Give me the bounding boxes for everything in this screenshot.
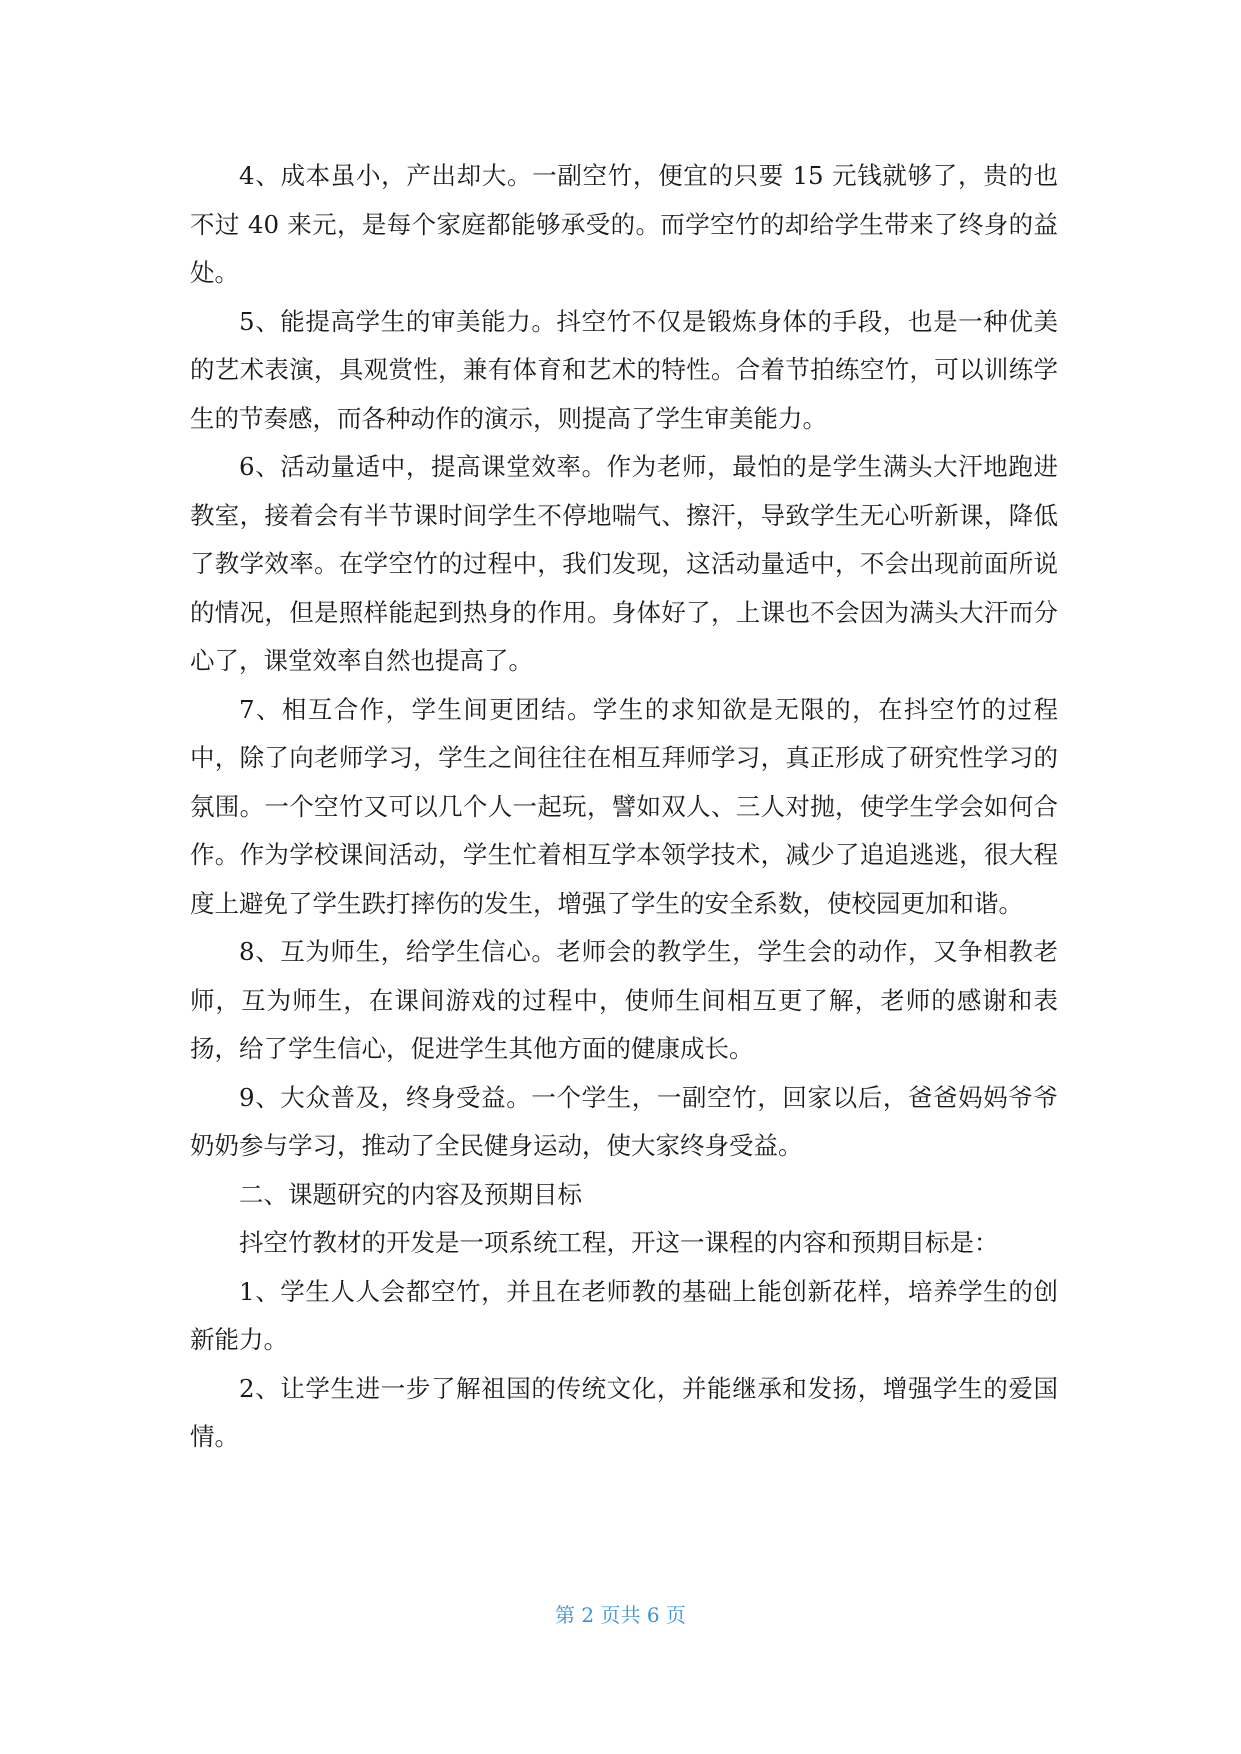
page-number-footer: 第 2 页共 6 页	[555, 1603, 686, 1627]
section-heading-research-content: 二、课题研究的内容及预期目标	[239, 1179, 582, 1209]
paragraph-7-cooperation: 7、相互合作，学生间更团结。学生的求知欲是无限的，在抖空竹的过程中，除了向老师学习，学生之间往往在相互拜师学习，真正形成了研究性学习的氛围。一个空竹又可以几个人一起玩，譬如双人、三人对抛，使学生学会如何合作。作为学校课间活动，学生忙着相互学本领学技术，减少了追追逃逃，很大程度上避免了学生跌打摔伤的发生，增强了学生的安全系数，使校园更加和谐。	[190, 694, 1058, 918]
paragraph-8-mutual-teaching: 8、互为师生，给学生信心。老师会的教学生，学生会的动作，又争相教老师，互为师生，在课间游戏的过程中，使师生间相互更了解，老师的感谢和表扬，给了学生信心，促进学生其他方面的健康成长。	[190, 937, 1058, 1063]
paragraph-4-cost: 4、成本虽小，产出却大。一副空竹，便宜的只要 15 元钱就够了，贵的也不过 40 来元，是每个家庭都能够承受的。而学空竹的却给学生带来了终身的益处。	[190, 161, 1058, 287]
paragraph-goal-1: 1、学生人人会都空竹，并且在老师教的基础上能创新花样，培养学生的创新能力。	[190, 1276, 1058, 1354]
document-body	[190, 152, 1058, 1462]
paragraph-goal-2: 2、让学生进一步了解祖国的传统文化，并能继承和发扬，增强学生的爱国情。	[190, 1373, 1058, 1451]
paragraph-intro-goals: 抖空竹教材的开发是一项系统工程，开这一课程的内容和预期目标是：	[239, 1228, 999, 1257]
paragraph-6-activity: 6、活动量适中，提高课堂效率。作为老师，最怕的是学生满头大汗地跑进教室，接着会有半节课时间学生不停地喘气、擦汗，导致学生无心听新课，降低了教学效率。在学空竹的过程中，我们发现，这活动量适中，不会出现前面所说的情况，但是照样能起到热身的作用。身体好了，上课也不会因为满头大汗而分心了，课堂效率自然也提高了。	[190, 452, 1058, 675]
paragraph-9-popularization: 9、大众普及，终身受益。一个学生，一副空竹，回家以后，爸爸妈妈爷爷奶奶参与学习，推动了全民健身运动，使大家终身受益。	[190, 1082, 1058, 1160]
paragraph-5-aesthetics: 5、能提高学生的审美能力。抖空竹不仅是锻炼身体的手段，也是一种优美的艺术表演，具观赏性，兼有体育和艺术的特性。合着节拍练空竹，可以训练学生的节奏感，而各种动作的演示，则提高了学生审美能力。	[190, 306, 1058, 433]
